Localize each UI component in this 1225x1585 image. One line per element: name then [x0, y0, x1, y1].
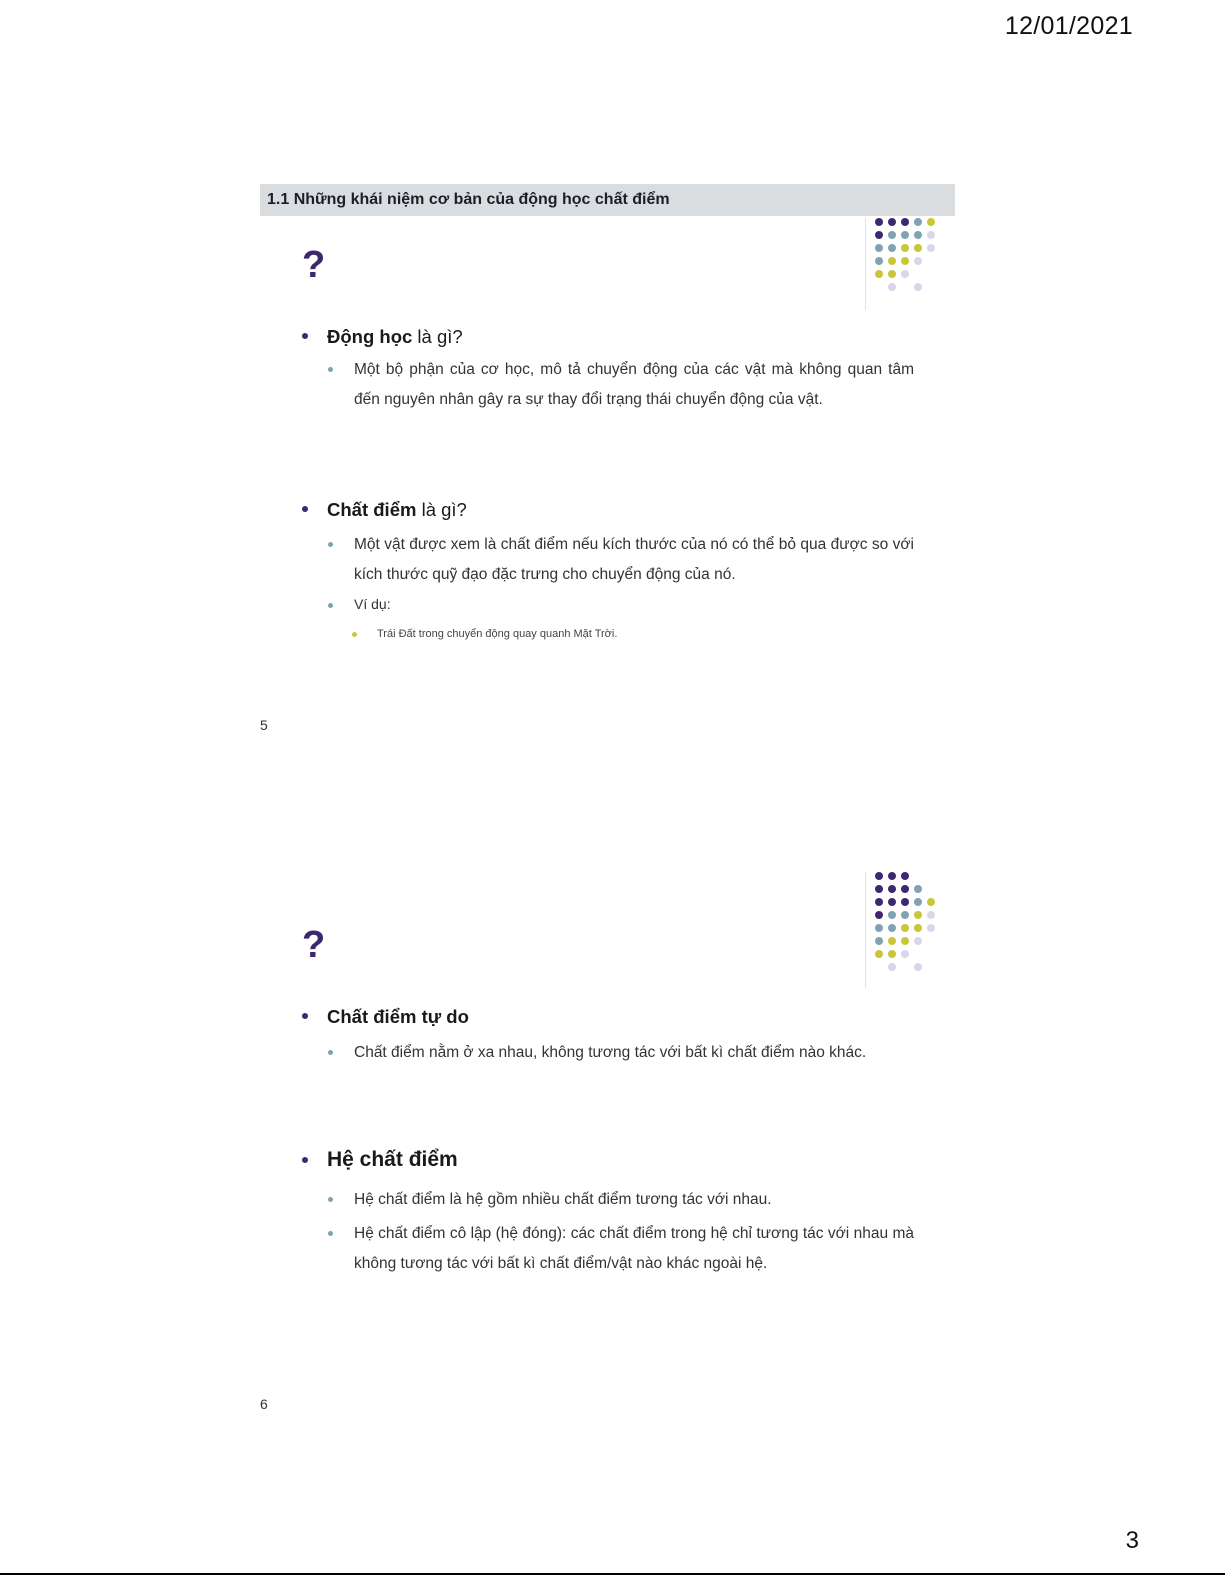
decorative-dot [901, 885, 909, 893]
page-bottom-rule [0, 1573, 1225, 1575]
decorative-dot [888, 885, 896, 893]
bullet-dot [302, 333, 308, 339]
example-text: Trái Đất trong chuyển động quay quanh Mặt Trời. [377, 628, 618, 640]
bullet-dot [302, 1157, 308, 1163]
page-date: 12/01/2021 [1004, 12, 1133, 40]
decorative-dot [875, 911, 883, 919]
decorative-dot [888, 937, 896, 945]
section-title: Động học là gì? [327, 326, 463, 347]
slide-header-bar [260, 184, 955, 216]
decorative-dot [927, 218, 935, 226]
decorative-dot [901, 231, 909, 239]
decorative-dot [914, 257, 922, 265]
decorative-dot [901, 924, 909, 932]
decorative-dot [914, 898, 922, 906]
slide-5 [260, 184, 955, 733]
slide-number: 5 [260, 717, 268, 733]
slide-6 [260, 860, 955, 1412]
point-text: Hệ chất điểm cô lập (hệ đóng): các chất điểm trong hệ chỉ tương tác với nhau mà không tương tác với bất kì chất điểm/vật nào khác ngoài hệ. [354, 1225, 914, 1272]
decorative-dot [875, 244, 883, 252]
decorative-dot [927, 244, 935, 252]
decorative-dot [875, 924, 883, 932]
point-text: Chất điểm nằm ở xa nhau, không tương tác với bất kì chất điểm nào khác. [354, 1044, 867, 1061]
decorative-dot [914, 218, 922, 226]
decorative-dot [888, 257, 896, 265]
point-text: Ví dụ: [354, 596, 391, 612]
decorative-dot [888, 244, 896, 252]
decorative-dot [875, 218, 883, 226]
decorative-dot [875, 872, 883, 880]
decorative-dot [901, 244, 909, 252]
bullet-dot [302, 506, 308, 512]
decorative-dot [901, 257, 909, 265]
decorative-dot [875, 231, 883, 239]
point-text: Một vật được xem là chất điểm nếu kích thước của nó có thể bỏ qua được so với kích thước quỹ đạo đặc trưng cho chuyển động của nó. [354, 536, 914, 583]
bullet-dot [328, 1050, 333, 1055]
decorative-dot [901, 911, 909, 919]
bullet-dot [352, 632, 357, 637]
decorative-dot [901, 898, 909, 906]
bullet-dot [328, 603, 333, 608]
decorative-dot [888, 911, 896, 919]
question-mark: ? [302, 244, 326, 286]
decorative-dot [888, 950, 896, 958]
decorative-dot [927, 911, 935, 919]
decorative-dot [875, 950, 883, 958]
section-title: Chất điểm tự do [327, 1006, 469, 1027]
bullet-dot [328, 1197, 333, 1202]
decorative-dot [888, 898, 896, 906]
question-mark: ? [302, 924, 326, 966]
section-title: Chất điểm là gì? [327, 499, 467, 520]
page-number: 3 [1125, 1527, 1139, 1554]
decorative-dot [901, 218, 909, 226]
decorative-dot [914, 231, 922, 239]
dot-grid-divider [865, 218, 866, 310]
decorative-dot [888, 283, 896, 291]
bullet-dot [302, 1013, 308, 1019]
bullet-dot [328, 1231, 333, 1236]
point-text: Hệ chất điểm là hệ gồm nhiều chất điểm tương tác với nhau. [354, 1191, 772, 1208]
decorative-dot [914, 963, 922, 971]
slide-header-title: 1.1 Những khái niệm cơ bản của động học chất điểm [267, 191, 670, 208]
decorative-dot [914, 911, 922, 919]
bullet-dot [328, 542, 333, 547]
decorative-dot [914, 937, 922, 945]
decorative-dot [901, 950, 909, 958]
decorative-dot [888, 963, 896, 971]
decorative-dot [927, 924, 935, 932]
slide-number: 6 [260, 1396, 268, 1412]
decorative-dot [901, 937, 909, 945]
decorative-dot [888, 218, 896, 226]
decorative-dot [914, 924, 922, 932]
decorative-dot [875, 270, 883, 278]
decorative-dot [914, 885, 922, 893]
point-text: Một bộ phận của cơ học, mô tả chuyển động của các vật mà không quan tâm đến nguyên nhân gây ra sự thay đổi trạng thái chuyển động của vật. [354, 361, 914, 408]
decorative-dot [901, 270, 909, 278]
decorative-dot [875, 937, 883, 945]
bullet-dot [328, 367, 333, 372]
decorative-dot [914, 283, 922, 291]
decorative-dot [888, 231, 896, 239]
section-title: Hệ chất điểm [327, 1148, 458, 1171]
decorative-dot [888, 270, 896, 278]
decorative-dot [927, 898, 935, 906]
decorative-dot [875, 898, 883, 906]
decorative-dot [927, 231, 935, 239]
decorative-dot [901, 872, 909, 880]
dot-grid-divider [865, 872, 866, 988]
decorative-dot [875, 257, 883, 265]
decorative-dot [888, 872, 896, 880]
decorative-dot [914, 244, 922, 252]
decorative-dot [888, 924, 896, 932]
decorative-dot [875, 885, 883, 893]
